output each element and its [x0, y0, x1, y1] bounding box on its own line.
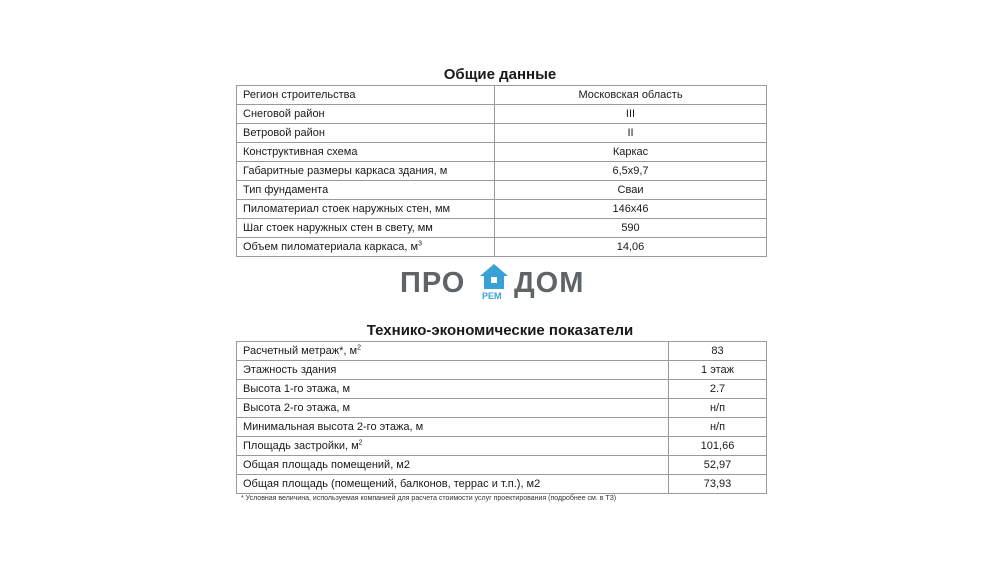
logo-word-pro: ПРО [400, 267, 466, 299]
table-row [237, 456, 767, 475]
unit-superscript: 3 [418, 240, 422, 248]
unit-superscript: 2 [357, 344, 361, 352]
row-label: Регион строительства [237, 86, 495, 105]
table-row [237, 399, 767, 418]
row-label-with-unit [237, 238, 495, 257]
table-row [237, 105, 767, 124]
row-label-with-unit [237, 342, 669, 361]
row-value: Каркас [495, 143, 767, 162]
table-row [237, 437, 767, 456]
row-label: Общая площадь помещений, м2 [237, 456, 669, 475]
table-row [237, 418, 767, 437]
row-value: 6,5х9,7 [495, 162, 767, 181]
house-icon [479, 263, 509, 290]
row-value: Сваи [495, 181, 767, 200]
row-label: Высота 2-го этажа, м [237, 399, 669, 418]
table-row [237, 475, 767, 494]
row-value: 590 [495, 219, 767, 238]
table-row [237, 86, 767, 105]
table-row [237, 181, 767, 200]
row-value: 1 этаж [669, 361, 767, 380]
row-label: Пиломатериал стоек наружных стен, мм [237, 200, 495, 219]
row-value: 52,97 [669, 456, 767, 475]
table-row [237, 143, 767, 162]
footnote: * Условная величина, используемая компанией для расчета стоимости услуг проектирования (подробнее см. в ТЗ) [241, 495, 617, 502]
row-value: II [495, 124, 767, 143]
row-label: Снеговой район [237, 105, 495, 124]
tech-indicators-table [236, 341, 767, 494]
row-label: Габаритные размеры каркаса здания, м [237, 162, 495, 181]
row-value: 73,93 [669, 475, 767, 494]
table-row [237, 361, 767, 380]
row-label: Объем пиломатериала каркаса, м [243, 241, 419, 253]
row-label: Этажность здания [237, 361, 669, 380]
row-label: Тип фундамента [237, 181, 495, 200]
unit-superscript: 2 [358, 439, 363, 447]
prodom-logo [400, 266, 600, 300]
row-label: Шаг стоек наружных стен в свету, мм [237, 219, 495, 238]
table-row [237, 342, 767, 361]
table-row [237, 380, 767, 399]
row-value: 83 [669, 342, 767, 361]
row-label: Минимальная высота 2-го этажа, м [237, 418, 669, 437]
row-label: Конструктивная схема [237, 143, 495, 162]
row-label: Общая площадь (помещений, балконов, террас и т.п.), м2 [237, 475, 669, 494]
table-row [237, 200, 767, 219]
row-value: III [495, 105, 767, 124]
general-data-title: Общие данные [443, 66, 557, 83]
row-value: 101,66 [669, 437, 767, 456]
row-value: н/п [669, 418, 767, 437]
row-value: 2.7 [669, 380, 767, 399]
row-label: Ветровой район [237, 124, 495, 143]
row-value: н/п [669, 399, 767, 418]
row-value: 14,06 [495, 238, 767, 257]
table-row [237, 124, 767, 143]
row-value: 146х46 [495, 200, 767, 219]
general-data-table [236, 85, 767, 257]
logo-rem-label: РЕМ [482, 291, 502, 301]
table-row [237, 162, 767, 181]
row-label: Площадь застройки, м [243, 440, 359, 452]
row-value: Московская область [495, 86, 767, 105]
logo-word-dom: ДОМ [514, 267, 585, 299]
table-row [237, 219, 767, 238]
row-label: Расчетный метраж*, м [243, 345, 358, 357]
row-label: Высота 1-го этажа, м [237, 380, 669, 399]
table-row [237, 238, 767, 257]
tech-indicators-title: Технико-экономические показатели [366, 322, 634, 339]
row-label-with-unit [237, 437, 669, 456]
